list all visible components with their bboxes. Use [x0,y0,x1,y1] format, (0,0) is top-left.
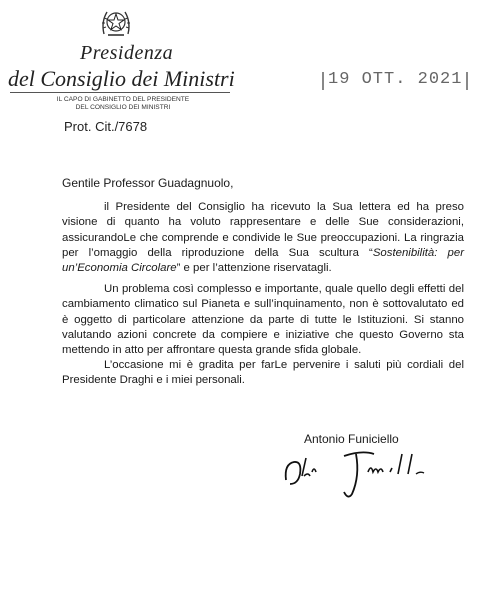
office-title [28,96,218,112]
paragraph-3-text: L’occasione mi è gradita per farLe pervenire i saluti più cordiali del Presidente Draghi e i miei personali. [62,359,464,387]
header-divider [10,92,230,93]
office-title-line2: DEL CONSIGLIO DEI MINISTRI [75,104,171,111]
paragraph-3 [62,358,464,389]
office-title-line1: IL CAPO DI GABINETTO DEL PRESIDENTE [56,96,190,103]
paragraph-1-text-a: il Presidente del Consiglio ha ricevuto la Sua lettera ed ha preso visione di quanto ha voluto rappresentare e delle Sue considerazioni, assicurandoLe che comprende e condivide le Sue preoccupazioni. La ringrazia per l’omaggio della riproduzione della Sua scultura “ [62,201,464,259]
signer-name: Antonio Funiciello [304,432,399,446]
paragraph-1 [62,200,464,276]
handwritten-signature-icon [282,446,442,504]
institution-name-line1: Presidenza [80,42,174,64]
paragraph-1-text-b: ” e per l’attenzione riservatagli. [176,262,332,275]
italian-republic-emblem-icon [98,4,134,40]
paragraph-2 [62,282,464,358]
paragraph-2-text: Un problema così complesso e importante, quale quello degli effetti del cambiamento climatico sul Pianeta e sull’inquinamento, non è sottovalutato ed è oggetto di particolare attenzione da parte di tutte le Istituzioni. Si stanno valutando azioni concrete da compiere e iniziative che questo Governo sta mettendo in atto per affrontare questa grande sfida globale. [62,283,464,357]
sculpture-title: Sostenibilità: per un’Economia Circolare [62,246,464,275]
date-stamp: 19 OTT. 2021 [328,70,463,89]
protocol-number: Prot. Cit./7678 [64,119,148,134]
greeting: Gentile Professor Guadagnuolo, [62,176,234,190]
institution-name-line2: del Consiglio dei Ministri [8,66,235,91]
